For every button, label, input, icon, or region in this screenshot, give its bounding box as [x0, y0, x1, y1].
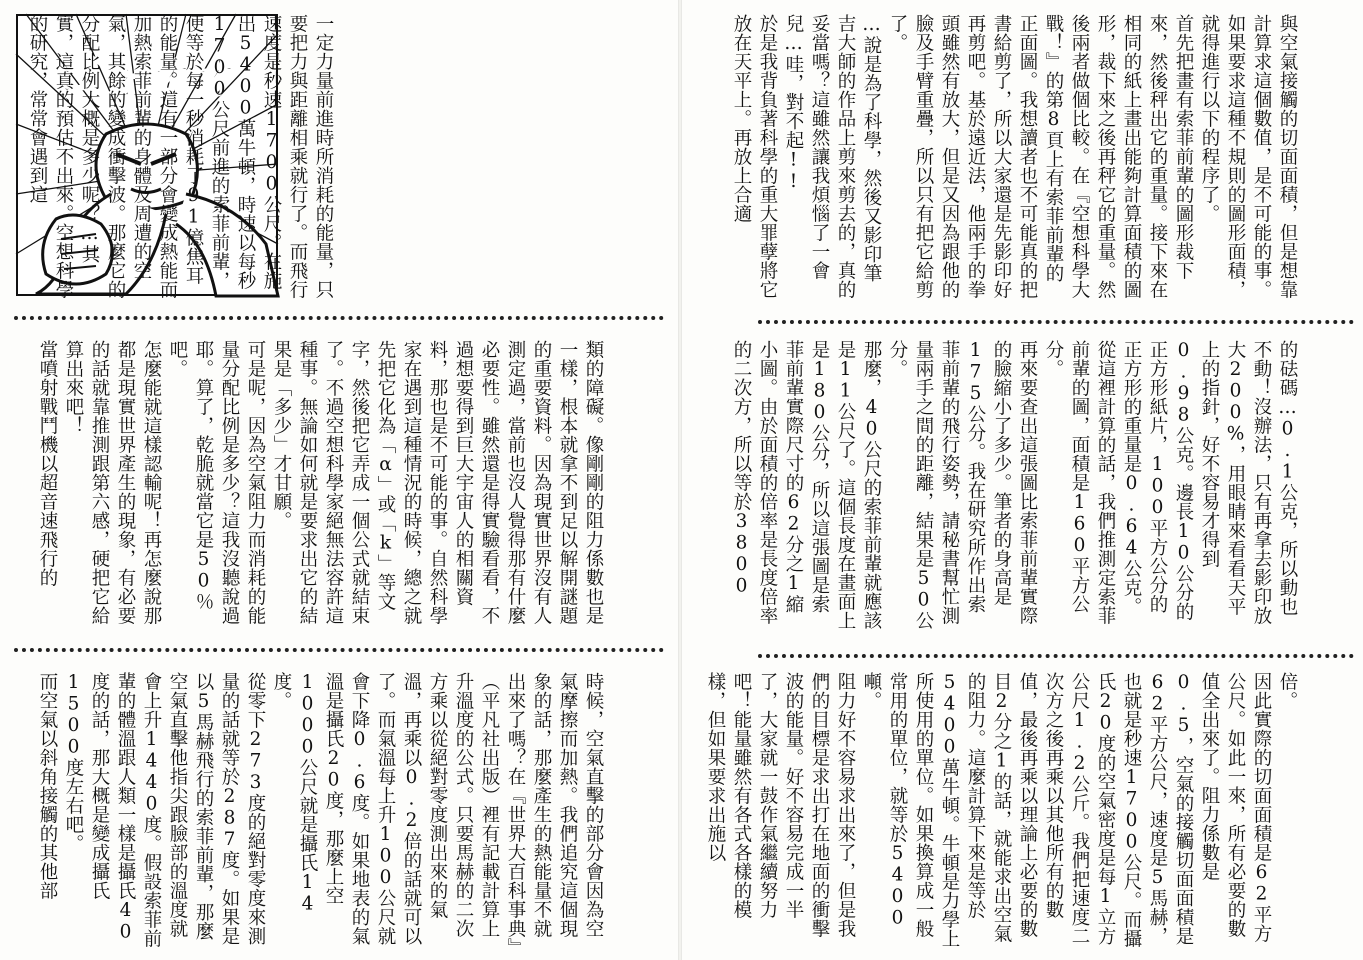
text-block-top: [731, 14, 1352, 300]
dotted-divider: [14, 648, 664, 652]
dotted-divider: [758, 654, 1354, 658]
paragraph: 類的障礙。像剛剛的阻力係數也是一樣，根本就拿不到足以解開謎題的重要資料。因為現實世界沒有人測定過，當前也沒人覺得那有什麼必要性。雖然還是得實驗看看，不過想要得到巨大宇宙人的相關資料，那也是不可能的事。自然科學家在遇到這種情況的時候，總之就先把它化為「α」或「k」等文字，然後把它弄成一個公式就結束了。不過空想科學家絕無法容許這種事。無論如何就是要求出它的結果是「多少」才甘願。 可是呢，因為空氣阻力而消耗的能量分配比例是多少？這我沒聽說過耶。算了，乾脆就當它是50％吧。 怎麼能就這樣認輸呢！再怎麼說那都是現實世界產生的現象，有必要的話就靠推測跟第六感，硬把它給算出來吧！ 當噴射戰鬥機以超音速飛行的: [37, 340, 604, 625]
paragraph: 的砝碼…0.1公克，所以動也不動！沒辦法，只有再拿去影印放大200%，用眼睛來看看天平上的指針，好不容易才得到0.98公克。邊長10公分的正方形紙片，100平方公分的正方形的重量是0.64公克。從這裡計算的話，我們推測定索菲前輩的圖，面積是160平方公分。 再來要查出這張圖比索菲前輩實際的臉縮小了多少。筆者的身高是175公分。我在研究所作出索菲前輩的飛行姿勢，請秘書幫忙測量兩手之間的距離，結果是50公分。 那麼，40公尺的索菲前輩就應該是11公尺了。這個長度在畫面上是180公分，所以這張圖是索菲前輩實際尺寸的62分之1縮小圖。由於面積的倍率是長度倍率的二次方，所以等於3800: [731, 340, 1298, 630]
dotted-divider: [14, 316, 664, 320]
paragraph: 倍。 因此實際的切面面積是62平方公尺。如此一來，所有必要的數值全出來了。阻力係數是0.5，空氣的接觸切面面積是62平方公尺，速度是5馬赫，也就是秒速1700公尺。而攝氏20度的空氣密度是每1立方公尺1.2公斤。我們把速度二次方之後再乘以其他所有的數值，最後再乘以理論上必要的數目2分之1的話，就能求出空氣的阻力。這麼計算下來是等於5400萬牛頓。牛頓是力學上所使用的單位。如果換算成一般常用的單位，就等於5400噸。 阻力好不容易求出來了，但是我們的目標是求出打在地面的衝擊波的能量。好不容易完成一半了，大家就一鼓作氣繼續努力吧！能量雖然有各式各樣的模樣，但如果要求出施以: [705, 672, 1298, 948]
text-block-bottom: [705, 672, 1352, 950]
sound-effect-text: ゴォオオ: [56, 51, 238, 105]
text-block-middle: [18, 340, 658, 630]
right-page: [680, 0, 1363, 960]
paragraph: 時候，空氣直擊的部分會因為空氣摩擦而加熱。我們追究這個現象的話，那麼產生的熱能量不就出來了嗎？在『世界大百科事典』（平凡社出版）裡有記載計算上升溫度的公式。只要馬赫的二次方乘以從絕對零度測出來的氣溫，再乘以0.2倍的話就可以了。而氣溫每上升100公尺就會下降0.6度。如果地表的氣溫是攝氏20度，那麼上空1000公尺就是攝氏14度。 從零下273度的絕對零度來測量的話就等於287度。如果是以5馬赫飛行的索菲前輩，那麼空氣直擊他指尖跟臉部的溫度就會上升1440度。假設索菲前輩的體溫跟人類一樣是攝氏40度的話，那大概是變成攝氏1500度左右吧。 而空氣以斜角接觸的其他部: [37, 672, 604, 948]
paragraph: 一定力量前進時所消耗的能量，只要把力與距離相乘就行了。而飛行速度是秒速1700公尺。在施出5400萬牛頓，時速以每秒1700公尺前進的索菲前輩，便等於每一秒消耗了91億焦耳的能量。這有一部分會變成熱能而加熱索菲前輩的身體及周遭的空氣，其餘的變成衝擊波。那麼它的分配比例大概是多少呢？…其實，這真的預估不出來。空想科學的研究，常常會遇到這: [27, 14, 334, 299]
dotted-divider: [758, 320, 1354, 324]
left-page: [0, 0, 680, 960]
paragraph: 與空氣接觸的切面面積，但是想靠計算求這個數值，是不可能的事。如果要求這種不規則的圖形面積，就得進行以下的程序了。 首先把畫有索菲前輩的圖形裁下來，然後秤出它的重量。接下來在相同的紙上畫出能夠計算面積的圖形，裁下來之後再秤它的重量。然後兩者做個比較。在『空想科學大戰！』的第8頁上有索菲前輩的正面圖。我想讀者也不可能真的把書給剪了，所以大家還是先影印好再剪吧。基於遠近法，他兩手的拳頭雖然有放大，但是又因為跟他的臉及手臂重疊，所以只有把它給剪了。 …說是為了科學，然後又影印筆吉大師的作品上剪來剪去的，真的妥當嗎？這雖然讓我煩惱了一會兒…哇，對不起!! 於是我背負著科學的重大罪孽將它放在天平上。再放上合適: [731, 14, 1298, 299]
text-block-bottom: [18, 672, 658, 950]
text-block-top: [8, 14, 388, 300]
text-block-middle: [731, 340, 1352, 630]
